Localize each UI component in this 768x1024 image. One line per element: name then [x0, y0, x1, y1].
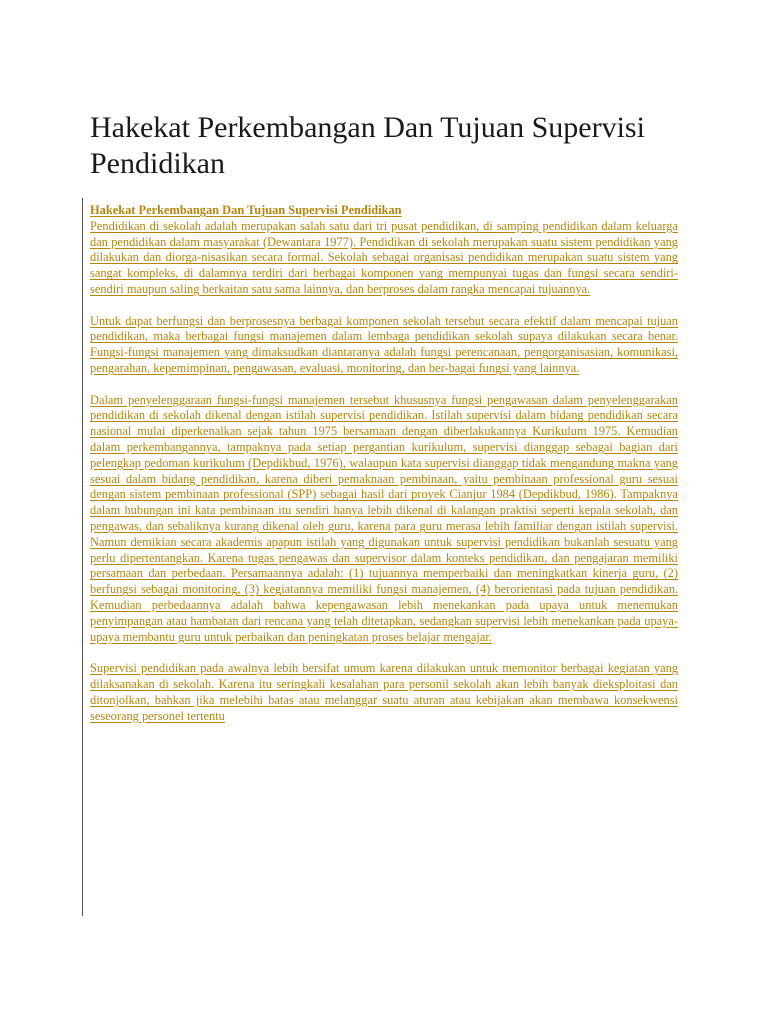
article-body	[90, 203, 678, 919]
section-heading: Hakekat Perkembangan Dan Tujuan Supervisi Pendidikan	[90, 203, 402, 217]
paragraph-4: Supervisi pendidikan pada awalnya lebih bersifat umum karena dilakukan untuk memonitor berbagai kegiatan yang dilaksanakan di sekolah. Karena itu seringkali kesalahan para personil sekolah akan lebih banyak dieksploitasi dan ditonjolkan, bahkan jika melebihi batas atau melanggar suatu aturan atau kebijakan akan membawa konsekwensi seseorang personel tertentu	[90, 661, 678, 723]
paragraph-1: Pendidikan di sekolah adalah merupakan salah satu dari tri pusat pendidikan, di samping pendidikan dalam keluarga dan pendidikan dalam masyarakat (Dewantara 1977). Pendidikan di sekolah merupakan suatu sistem pendidikan yang dilakukan dan diorga-nisasikan secara formal. Sekolah sebagai organisasi pendidikan merupakan suatu sistem yang sangat kompleks, di dalamnya terdiri dari berbagai komponen yang mempunyai tugas dan fungsi secara sendiri-sendiri maupun saling berkaitan satu sama lainnya, dan berproses dalam rangka mencapai tujuannya.	[90, 218, 678, 296]
paragraph-3: Dalam penyelenggaraan fungsi-fungsi manajemen tersebut khususnya fungsi pengawasan dalam penyelenggarakan pendidikan di sekolah dikenal dengan istilah supervisi pendidikan. Istilah supervisi dalam bidang pendidikan secara nasional mulai diperkenalkan sejak tahun 1975 bersamaan dengan diberlakukannya Kurikulum 1975. Kemudian dalam perkembangannya, tampaknya pada setiap pergantian kurikulum, supervisi dianggap sebagai bagian dari pelengkap pedoman kurikulum (Depdikbud, 1976), walaupun kata supervisi dianggap tidak mengandung makna yang sesuai dalam bidang pendidikan, karena diberi pemaknaan pembinaan, yaitu pembinaan professional guru sesuai dengan sistem pembinaan professional (SPP) sebagai hasil dari proyek Cianjur 1984 (Depdikbud, 1986). Tampaknya dalam hubungan ini kata pembinaan itu sendiri hanya lebih dikenal di kalangan praktisi seperti kepala sekolah, dan pengawas, dan sebaliknya kurang dikenal oleh guru, karena para guru merasa lebih familiar dengan istilah supervisi. Namun demikian secara akademis apapun istilah yang digunakan untuk supervisi pendidikan bukanlah sesuatu yang perlu dipertentangkan. Karena tugas pengawas dan supervisor dalam konteks pendidikan, dan pengajaran memiliki persamaan dan perbedaan. Persamaannya adalah: (1) tujuannya memperbaiki dan meningkatkan kinerja guru, (2) berfungsi sebagai monitoring, (3) kegiatannya memiliki fungsi manajemen, (4) berorientasi pada tujuan pendidikan. Kemudian perbedaannya adalah bahwa kepengawasan lebih menekankan pada upaya untuk menemukan penyimpangan atau hambatan dari rencana yang telah ditetapkan, sedangkan supervisi lebih menekankan pada upaya-upaya membantu guru untuk perbaikan dan peningkatan proses belajar mengajar.	[90, 392, 678, 644]
paragraph-2: Untuk dapat berfungsi dan berprosesnya berbagai komponen sekolah tersebut secara efektif dalam mencapai tujuan pendidikan, maka berbagai fungsi manajemen dalam lembaga pendidikan sekolah supaya dilakukan secara benar. Fungsi-fungsi manajemen yang dimaksudkan diantaranya adalah fungsi perencanaan, pengorganisasian, komunikasi, pengarahan, kepemimpinan, pengawasan, evaluasi, monitoring, dan ber-bagai fungsi yang lainnya.	[90, 313, 678, 375]
left-margin-rule	[82, 198, 83, 916]
page-title: Hakekat Perkembangan Dan Tujuan Supervisi Pendidikan	[90, 111, 645, 180]
